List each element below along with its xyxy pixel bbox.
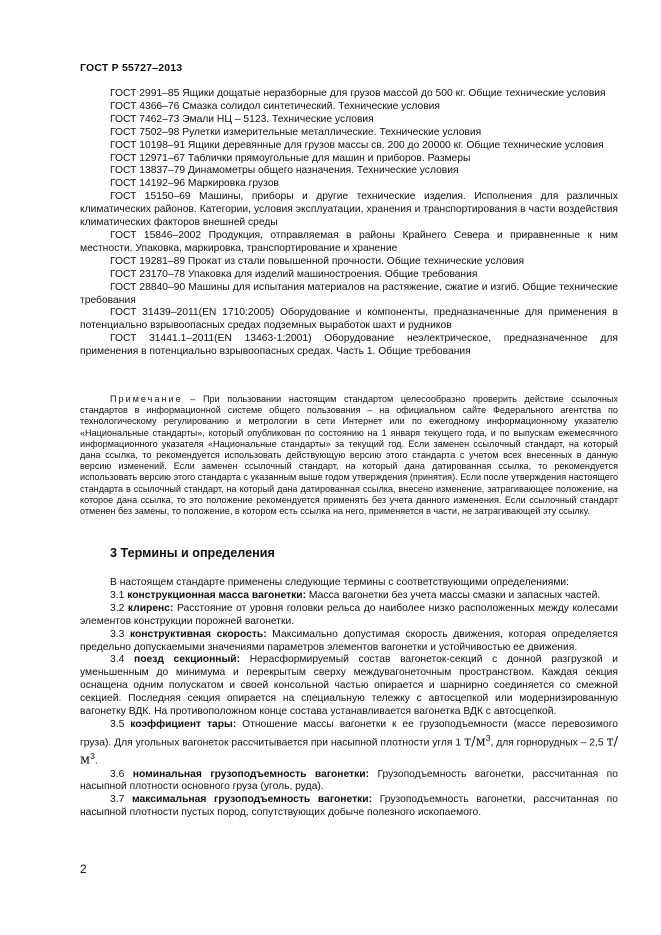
term-definition: Масса вагонетки без учета массы смазки и запасных частей. [308, 589, 601, 601]
term-item [80, 769, 618, 795]
references-list [80, 88, 618, 359]
term-definition: Грузоподъемность вагонетки, рассчитанная по насыпной плотности основного груза (уголь, руда). [80, 768, 618, 793]
reference-item: ГОСТ 15846–2002 Продукция, отправляемая в районы Крайнего Севера и приравненные к ним местности. Упаковка, маркировка, транспортирование и хранение [80, 229, 618, 254]
term-name: максимальная грузоподъемность вагонетки: [132, 794, 373, 806]
reference-item: ГОСТ 7502–98 Рулетки измерительные металлические. Технические условия [110, 126, 482, 138]
reference-item: ГОСТ 2991–85 Ящики дощатые неразборные для грузов массой до 500 кг. Общие технические условия [110, 88, 606, 99]
term-definition: Максимально допустимая скорость движения, которая определяется предельно допускаемыми значениями параметров элементов вагонетки и устойчивостью ее движения. [80, 628, 618, 653]
note-block [80, 394, 618, 517]
term-name: поезд секционный: [133, 654, 241, 666]
term-definition-end: . [94, 755, 98, 767]
density-unit: т/м [464, 734, 486, 750]
term-number: 3.5 [110, 718, 125, 730]
term-definition: Грузоподъемность вагонетки, рассчитанная по насыпной плотности пустых пород, сопутствующих добыче полезного ископаемого. [80, 794, 618, 819]
section-heading: 3 Термины и определения [110, 546, 275, 560]
reference-item: ГОСТ 7462–73 Эмали НЦ – 5123. Технические условия [110, 113, 374, 125]
term-number: 3.2 [110, 602, 125, 614]
unit-exponent: 3 [485, 732, 491, 743]
term-item [80, 794, 618, 820]
term-item [80, 629, 618, 655]
term-item [80, 603, 618, 629]
term-item [80, 590, 618, 603]
reference-item: ГОСТ 19281–89 Прокат из стали повышенной прочности. Общие технические условия [110, 255, 525, 267]
density-unit: т/м [80, 734, 619, 768]
reference-item: ГОСТ 28840–90 Машины для испытания материалов на растяжение, сжатие и изгиб. Общие технические требования [80, 281, 618, 306]
reference-item: ГОСТ 15150–69 Машины, приборы и другие технические изделия. Исполнения для различных климатических районов. Категории, условия эксплуатации, хранения и транспортирования в части воздействия климатических факторов внешней среды [80, 191, 618, 229]
term-number: 3.6 [110, 768, 125, 780]
reference-item: ГОСТ 31439–2011(EN 1710:2005) Оборудование и компоненты, предназначенные для применения в потенциально взрывоопасных средах подземных выработок шахт и рудников [80, 307, 618, 332]
term-name: конструктивная скорость: [129, 628, 267, 640]
note-label: Примечание [110, 394, 183, 404]
term-definition: Расстояние от уровня головки рельса до наиболее низко расположенных между колесами элементов конструкции порожней вагонетки. [80, 602, 618, 627]
term-item [80, 719, 618, 769]
term-definition: Нерасформируемый состав вагонеток-секций с донной разгрузкой и уменьшенным до минимума и перекрытым сверху междувагонеточным пространством. Каждая секция оснащена одним полускатом и своей консольной частью опирается и шарнирно соединяется со смежной секцией. Последняя секция опирается на специальную тележку с автосцепкой или модернизированную вагонетку ВДК. На противоположном конце состава устанавливается вагонетка ВДК с автосцепкой. [80, 654, 618, 718]
reference-item: ГОСТ 31441.1–2011(EN 13463-1:2001) Оборудование неэлектрическое, предназначенное для применения в потенциально взрывоопасных средах. Часть 1. Общие требования [80, 333, 618, 358]
term-number: 3.4 [110, 654, 125, 666]
note-paragraph [80, 394, 618, 517]
reference-item: ГОСТ 10198–91 Ящики деревянные для грузов массы св. 200 до 20000 кг. Общие технические условия [110, 139, 604, 151]
reference-item: ГОСТ 23170–78 Упаковка для изделий машиностроения. Общие требования [110, 268, 478, 280]
page-number: 2 [80, 862, 87, 876]
document-header: ГОСТ Р 55727–2013 [80, 62, 183, 74]
term-name: номинальная грузоподъемность вагонетки: [132, 768, 370, 780]
term-name: коэффициент тары: [130, 718, 237, 730]
note-text: – При пользовании настоящим стандартом целесообразно проверить действие ссылочных стандартов в информационной системе общего пользования – на официальном сайте Федерального агентства по технологическому регулированию и метрологии в сети Интернет или по ежегодному информационному указателю «Национальные стандарты», который опубликован по состоянию на 1 января текущего года, и по выпускам ежемесячного информационного указателя «Национальные стандарты» за текущий год. Если заменен ссылочный стандарт, на который дана ссылка, то рекомендуется использовать действующую версию этого стандарта с учетом всех внесенных в данную версию изменений. Если заменен ссылочный стандарт, на который дана датированная ссылка, то рекомендуется использовать версию этого стандарта с указанным выше годом утверждения (принятия). Если после утверждения настоящего стандарта в ссылочный стандарт, на который дана датированная ссылка, внесено изменение, затрагивающее положение, на которое дана ссылка, то это положение рекомендуется применять без учета данного изменения. Если ссылочный стандарт отменен без замены, то положение, в котором есть ссылка на него, применяется в части, не затрагивающей эту ссылку. [80, 394, 618, 517]
reference-item: ГОСТ 4366–76 Смазка солидол синтетический. Технические условия [110, 100, 440, 112]
term-name: клиренс: [127, 602, 174, 614]
reference-item: ГОСТ 13837–79 Динамометры общего назначения. Технические условия [110, 165, 459, 177]
term-number: 3.3 [110, 628, 125, 640]
terms-list [80, 577, 618, 820]
term-item [80, 654, 618, 719]
reference-item: ГОСТ 14192–96 Маркировка грузов [110, 178, 279, 190]
reference-item: ГОСТ 12971–67 Таблички прямоугольные для машин и приборов. Размеры [110, 152, 471, 164]
term-name: конструкционная масса вагонетки: [127, 589, 307, 601]
term-number: 3.7 [110, 794, 125, 806]
term-definition: Отношение массы вагонетки к ее грузоподъемности (массе перевозимого груза). Для угольных вагонеток рассчитывается при насыпной плотности угля 1 [80, 718, 618, 749]
term-number: 3.1 [110, 589, 125, 601]
unit-exponent: 3 [90, 751, 95, 762]
term-definition-cont: , для горнорудных – 2,5 [490, 737, 607, 749]
intro-paragraph: В настоящем стандарте применены следующие термины с соответствующими определениями: [110, 577, 570, 588]
